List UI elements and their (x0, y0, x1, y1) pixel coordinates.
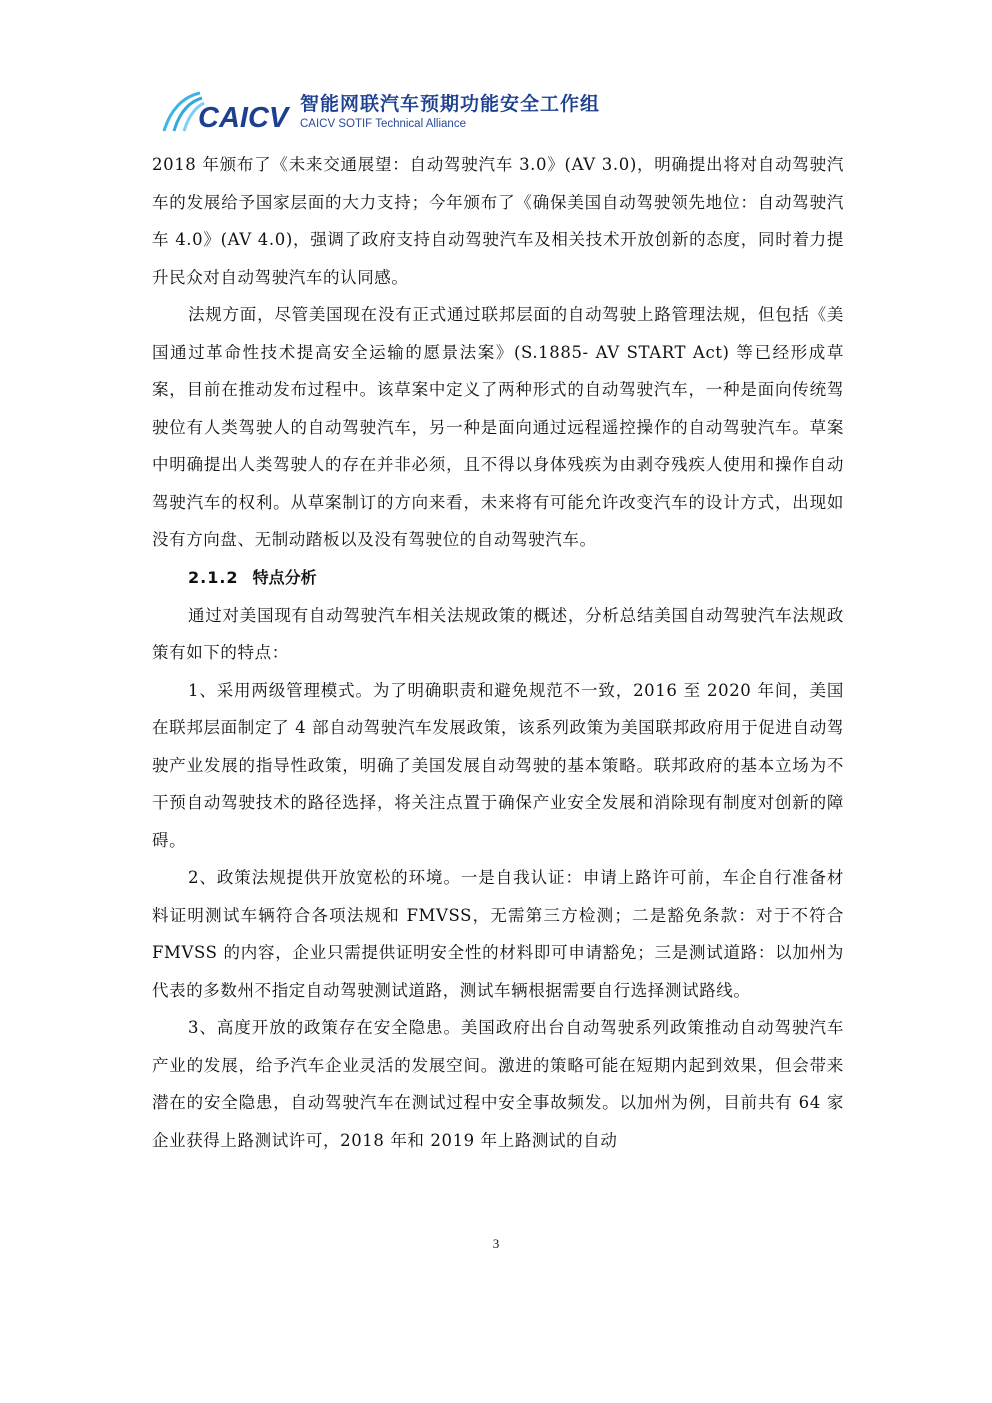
page-number: 3 (492, 1236, 500, 1251)
body-paragraph: 1、采用两级管理模式。为了明确职责和避免规范不一致，2016 至 2020 年间，美国在联邦层面制定了 4 部自动驾驶汽车发展政策，该系列政策为美国联邦政府用于促进自动驾驶产业发展的指导性政策，明确了美国发展自动驾驶的基本策略。联邦政府的基本立场为不干预自动驾驶技术的路径选择，将关注点置于确保产业安全发展和消除现有制度对创新的障碍。 (152, 680, 844, 850)
body-paragraph: 通过对美国现有自动驾驶汽车相关法规政策的概述，分析总结美国自动驾驶汽车法规政策有如下的特点： (152, 605, 844, 662)
caicv-logo-icon (160, 89, 292, 135)
body-paragraph: 3、高度开放的政策存在安全隐患。美国政府出台自动驾驶系列政策推动自动驾驶汽车产业的发展，给予汽车企业灵活的发展空间。激进的策略可能在短期内起到效果，但会带来潜在的安全隐患，自动驾驶汽车在测试过程中安全事故频发。以加州为例，目前共有 64 家企业获得上路测试许可，2018 年和 2019 年上路测试的自动 (152, 1018, 844, 1150)
body-paragraph: 法规方面，尽管美国现在没有正式通过联邦层面的自动驾驶上路管理法规，但包括《美国通过革命性技术提高安全运输的愿景法案》(S.1885- AV START Act) 等已经形成草案，目前在推动发布过程中。该草案中定义了两种形式的自动驾驶汽车，一种是面向传统驾驶位有人类驾驶人的自动驾驶汽车，另一种是面向通过远程遥控操作的自动驾驶汽车。草案中明确提出人类驾驶人的存在并非必须，且不得以身体残疾为由剥夺残疾人使用和操作自动驾驶汽车的权利。从草案制订的方向来看，未来将有可能允许改变汽车的设计方式，出现如没有方向盘、无制动踏板以及没有驾驶位的自动驾驶汽车。 (152, 305, 844, 549)
logo-abbr: CAICV (198, 102, 289, 134)
document-body (152, 146, 844, 1159)
body-paragraph: 2018 年颁布了《未来交通展望：自动驾驶汽车 3.0》(AV 3.0)，明确提出将对自动驾驶汽车的发展给予国家层面的大力支持；今年颁布了《确保美国自动驾驶领先地位：自动驾驶汽车 4.0》(AV 4.0)，强调了政府支持自动驾驶汽车及相关技术开放创新的态度，同时着力提升民众对自动驾驶汽车的认同感。 (152, 155, 844, 287)
section-title: 特点分析 (252, 567, 317, 587)
logo-title-en: CAICV SOTIF Technical Alliance (300, 118, 466, 130)
section-heading (152, 559, 844, 597)
logo-text (300, 93, 600, 131)
logo-title-cn: 智能网联汽车预期功能安全工作组 (300, 93, 601, 115)
section-number: 2.1.2 (188, 567, 239, 587)
body-paragraph: 2、政策法规提供开放宽松的环境。一是自我认证：申请上路许可前，车企自行准备材料证明测试车辆符合各项法规和 FMVSS，无需第三方检测；二是豁免条款：对于不符合 FMVSS 的内容，企业只需提供证明安全性的材料即可申请豁免；三是测试道路：以加州为代表的多数州不指定自动驾驶测试道路，测试车辆根据需要自行选择测试路线。 (152, 868, 844, 1000)
page-header (160, 88, 600, 136)
